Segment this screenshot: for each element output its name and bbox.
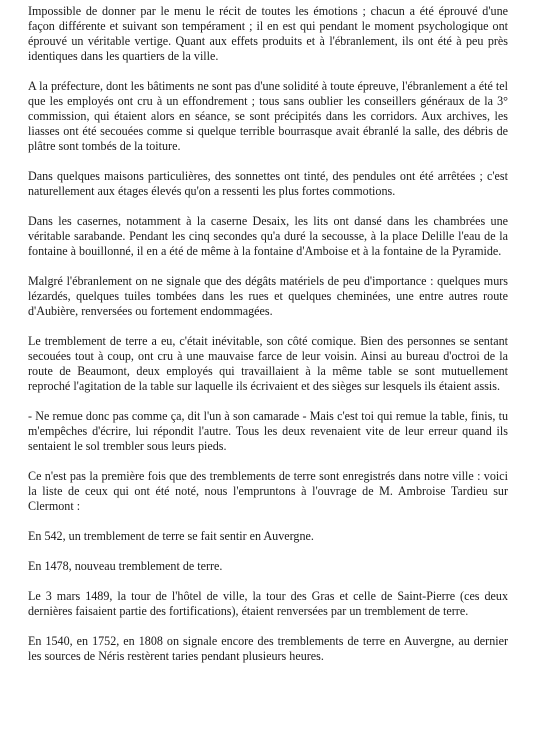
document-page: [28, 4, 508, 676]
paragraph-prefecture: A la préfecture, dont les bâtiments ne sont pas d'une solidité à toute épreuve, l'ébranlement a été tel que les employés ont cru à un effondrement ; tous sans oublier les conseillers généraux de la 3° commission, qui étaient alors en séance, se sont précipités dans les corridors. Aux archives, les liasses ont été secouées comme si quelque terrible bourrasque avait ébranlé la salle, des débris de plâtre sont tombés de la toiture.: [28, 79, 508, 153]
paragraph-emotions: Impossible de donner par le menu le récit de toutes les émotions ; chacun a été éprouvé d'une façon différente et suivant son tempérament ; il en est qui pendant le moment psychologique ont éprouvé un véritable vertige. Quant aux effets produits et à l'ébranlement, ils ont été à peu près identiques dans les quartiers de la ville.: [28, 4, 508, 63]
paragraph-casernes: Dans les casernes, notamment à la caserne Desaix, les lits ont dansé dans les chambrées une véritable sarabande. Pendant les cinq secondes qu'a duré la secousse, à la place Delille l'eau de la fontaine à bouillonné, il en a été de même à la fontaine d'Amboise et à la fontaine de la Pyramide.: [28, 214, 508, 258]
paragraph-1540: En 1540, en 1752, en 1808 on signale encore des tremblements de terre en Auvergne, au dernier les sources de Néris restèrent taries pendant plusieurs heures.: [28, 634, 508, 663]
paragraph-dialogue: - Ne remue donc pas comme ça, dit l'un à son camarade - Mais c'est toi qui remue la table, finis, tu m'empêches d'écrire, lui répondit l'autre. Tous les deux revenaient vite de leur erreur quand ils sentaient le sol trembler sous leurs pieds.: [28, 409, 508, 453]
paragraph-liste-intro: Ce n'est pas la première fois que des tremblements de terre sont enregistrés dans notre ville : voici la liste de ceux qui ont été noté, nous l'empruntons à l'ouvrage de M. Ambroise Tardieu sur Clermont :: [28, 469, 508, 513]
paragraph-comique: Le tremblement de terre a eu, c'était inévitable, son côté comique. Bien des personnes se sentant secouées tout à coup, ont cru à une mauvaise farce de leur voisin. Ainsi au bureau d'octroi de la route de Beaumont, deux employés qui travaillaient à la même table se sont mutuellement reproché l'agitation de la table sur laquelle ils écrivaient et des sièges sur lesquels ils étaient assis.: [28, 334, 508, 393]
paragraph-maisons: Dans quelques maisons particulières, des sonnettes ont tinté, des pendules ont été arrêtées ; c'est naturellement aux étages élevés qu'on a ressenti les plus fortes commotions.: [28, 169, 508, 198]
paragraph-1478: En 1478, nouveau tremblement de terre.: [28, 559, 223, 573]
paragraph-542: En 542, un tremblement de terre se fait sentir en Auvergne.: [28, 529, 314, 543]
paragraph-1489: Le 3 mars 1489, la tour de l'hôtel de ville, la tour des Gras et celle de Saint-Pierre (ces deux dernières faisaient partie des fortifications), étaient renversées par un tremblement de terre.: [28, 589, 508, 618]
paragraph-degats: Malgré l'ébranlement on ne signale que des dégâts matériels de peu d'importance : quelques murs lézardés, quelques tuiles tombées dans les rues et quelques cheminées, une entre autres route d'Aubière, renversées ou fortement endommagées.: [28, 274, 508, 318]
